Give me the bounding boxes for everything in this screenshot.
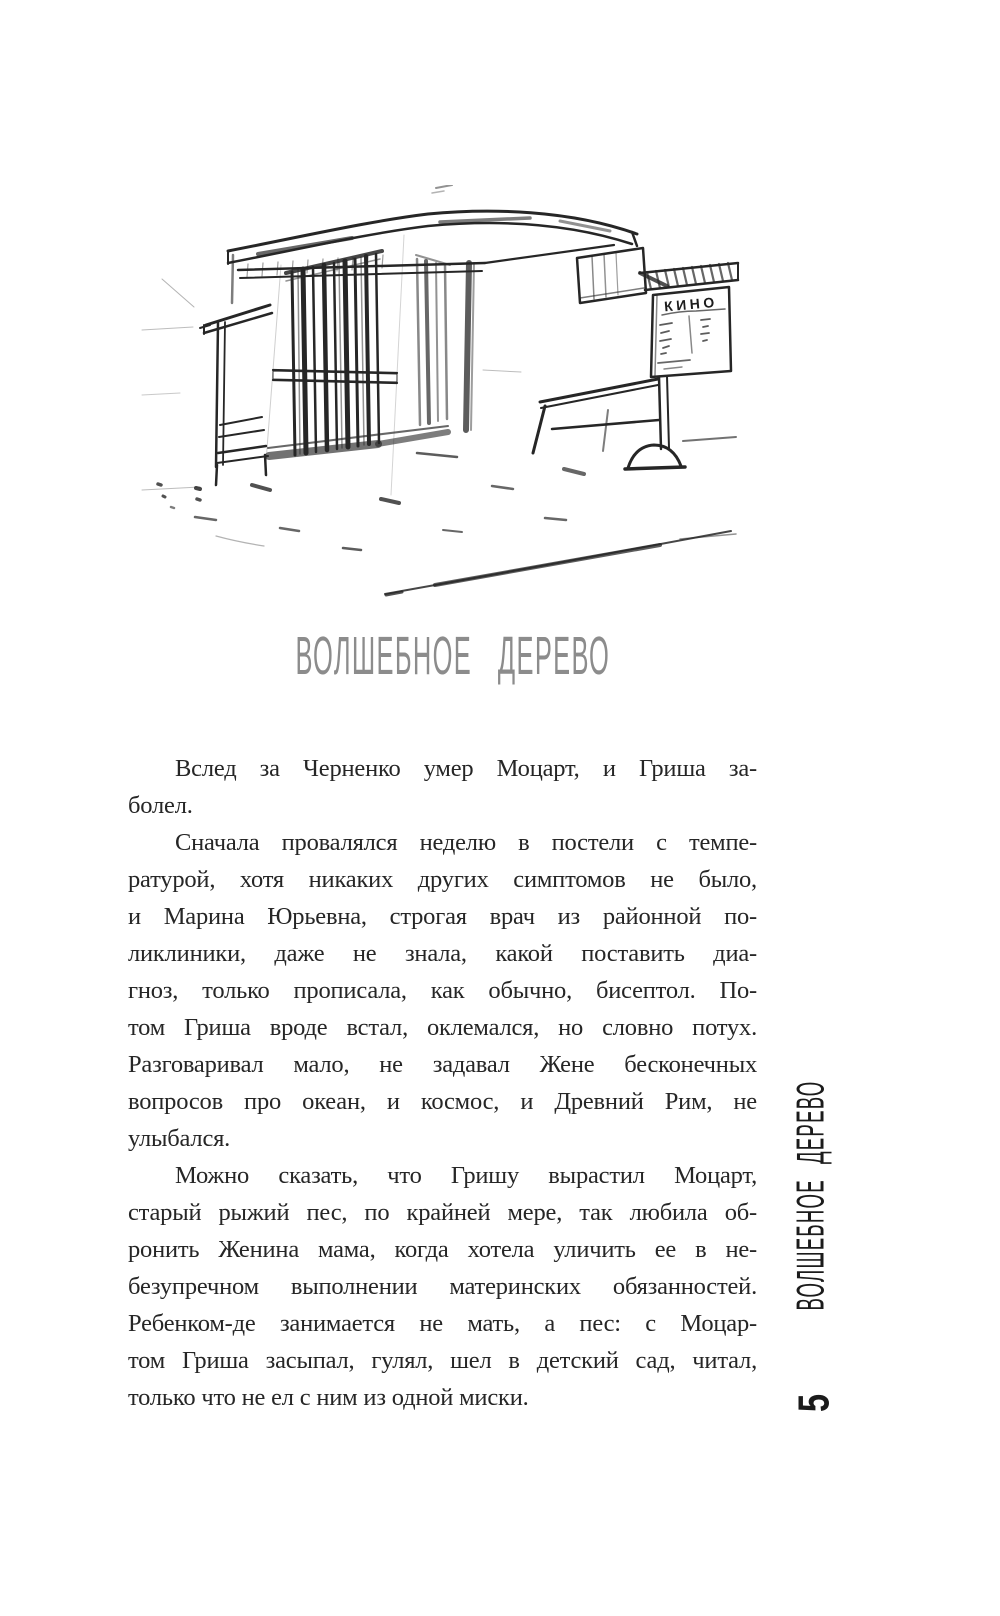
body-text-line: болел. bbox=[128, 792, 193, 819]
body-text-line: старый рыжий пес, по крайней мере, так любила об- bbox=[128, 1199, 757, 1226]
body-text-line: безупречном выполнении материнских обязанностей. bbox=[128, 1273, 757, 1300]
body-text-line: Можно сказать, что Гришу вырастил Моцарт, bbox=[175, 1162, 757, 1189]
body-text-line: гноз, только прописала, как обычно, бисептол. По- bbox=[128, 977, 757, 1004]
slat-wall bbox=[268, 251, 450, 456]
shelter-roof bbox=[228, 211, 637, 303]
road-curb-line bbox=[385, 531, 736, 595]
body-text-line: том Гриша засыпал, гулял, шел в детский сад, читал, bbox=[128, 1347, 757, 1374]
body-text-line: Сначала провалялся неделю в постели с темпе- bbox=[175, 829, 757, 856]
bus-stop-illustration bbox=[140, 185, 760, 605]
page-number-text: 5 bbox=[788, 1393, 839, 1413]
body-text-line: Ребенком-де занимается не мать, а пес: с Моцар- bbox=[128, 1310, 757, 1337]
shelter-post-front-right bbox=[564, 239, 604, 474]
body-text-line: улыбался. bbox=[128, 1125, 231, 1152]
ground-marks bbox=[142, 185, 566, 550]
body-text-line: ратурой, хотя никаких других симптомов не было, bbox=[128, 866, 757, 893]
body-text-line: ронить Женина мама, когда хотела уличить ее в не- bbox=[128, 1236, 757, 1263]
chapter-title bbox=[138, 627, 768, 687]
chapter-title-text: ВОЛШЕБНОЕ ДЕРЕВО bbox=[295, 627, 611, 687]
body-text-line: вопросов про океан, и космос, и Древний Рим, не bbox=[128, 1088, 757, 1115]
body-text-line: и Марина Юрьевна, строгая врач из районной по- bbox=[128, 903, 757, 930]
body-text-line: только что не ел с ним из одной миски. bbox=[128, 1384, 529, 1411]
shelter-post-inner bbox=[466, 263, 474, 430]
body-text bbox=[128, 750, 757, 1416]
body-text-line: Вслед за Черненко умер Моцарт, и Гриша за- bbox=[175, 755, 757, 782]
cinema-sign-text: КИНО bbox=[663, 293, 719, 315]
news-kiosk bbox=[162, 279, 275, 485]
body-text-line: Разговаривал мало, не задавал Жене бесконечных bbox=[128, 1051, 757, 1078]
running-title-vertical bbox=[789, 1006, 833, 1386]
roof-sign-box bbox=[577, 248, 646, 303]
running-title-text: ВОЛШЕБНОЕ ДЕРЕВО bbox=[789, 1081, 833, 1311]
shelter-post-mid bbox=[381, 229, 412, 503]
body-text-line: ликлиники, даже не знала, какой поставить диа- bbox=[128, 940, 757, 967]
bench bbox=[533, 379, 659, 453]
body-text-line: том Гриша вроде встал, оклемался, но словно потух. bbox=[128, 1014, 757, 1041]
page-number bbox=[789, 1378, 839, 1428]
